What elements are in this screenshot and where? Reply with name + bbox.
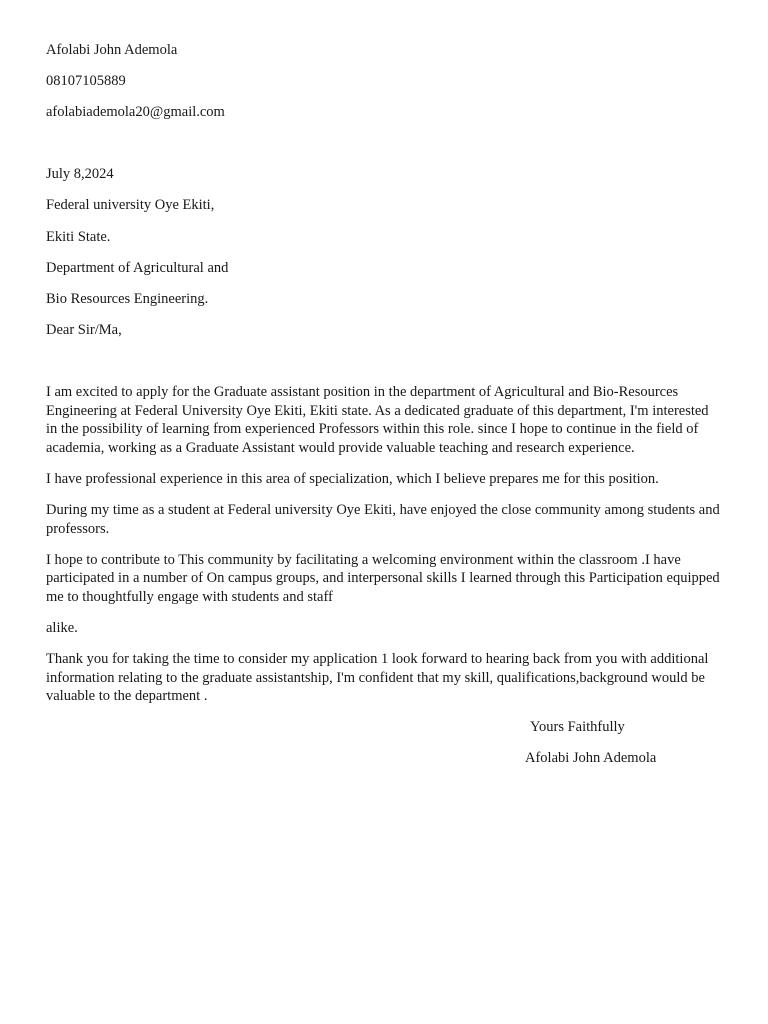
body-paragraph: I hope to contribute to This community by facilitating a welcoming environment within the classroom .I have participated in a number of On campus groups, and interpersonal skills I learned through this Participation equipped me to thoughtfully engage with students and staff — [46, 551, 720, 605]
body-paragraph: alike. — [46, 619, 78, 636]
body-paragraph: I am excited to apply for the Graduate assistant position in the department of Agricultural and Bio-Resources Engineering at Federal University Oye Ekiti, Ekiti state. As a dedicated graduate of this department, I'm interested in the possibility of learning from experienced Professors within this role. since I hope to continue in the field of academia, working as a Graduate Assistant would provide valuable teaching and research experience. — [46, 384, 709, 456]
recipient-line: Ekiti State. — [46, 228, 111, 245]
sender-email: afolabiademola20@gmail.com — [46, 104, 225, 121]
letter-body — [46, 383, 722, 706]
body-paragraph: Thank you for taking the time to consider my application 1 look forward to hearing back from you with additional information relating to the graduate assistantship, I'm confident that my skill, qualifications,background would be valuable to the department . — [46, 651, 709, 705]
signature-name: Afolabi John Ademola — [525, 750, 657, 767]
blank-line — [46, 352, 722, 383]
body-paragraph: During my time as a student at Federal university Oye Ekiti, have enjoyed the close community among students and professors. — [46, 502, 720, 537]
sender-phone: 08107105889 — [46, 73, 126, 90]
recipient-line: Department of Agricultural and — [46, 259, 229, 276]
recipient-line: Federal university Oye Ekiti, — [46, 197, 215, 214]
blank-line — [46, 134, 722, 165]
salutation: Dear Sir/Ma, — [46, 321, 122, 338]
letter-date: July 8,2024 — [46, 166, 114, 183]
recipient-block — [46, 165, 722, 339]
valediction: Yours Faithfully — [530, 719, 625, 736]
recipient-line: Bio Resources Engineering. — [46, 290, 209, 307]
sender-name: Afolabi John Ademola — [46, 42, 178, 58]
sender-block — [46, 41, 722, 122]
body-paragraph: I have professional experience in this area of specialization, which I believe prepares me for this position. — [46, 470, 659, 487]
closing-block — [46, 718, 722, 768]
